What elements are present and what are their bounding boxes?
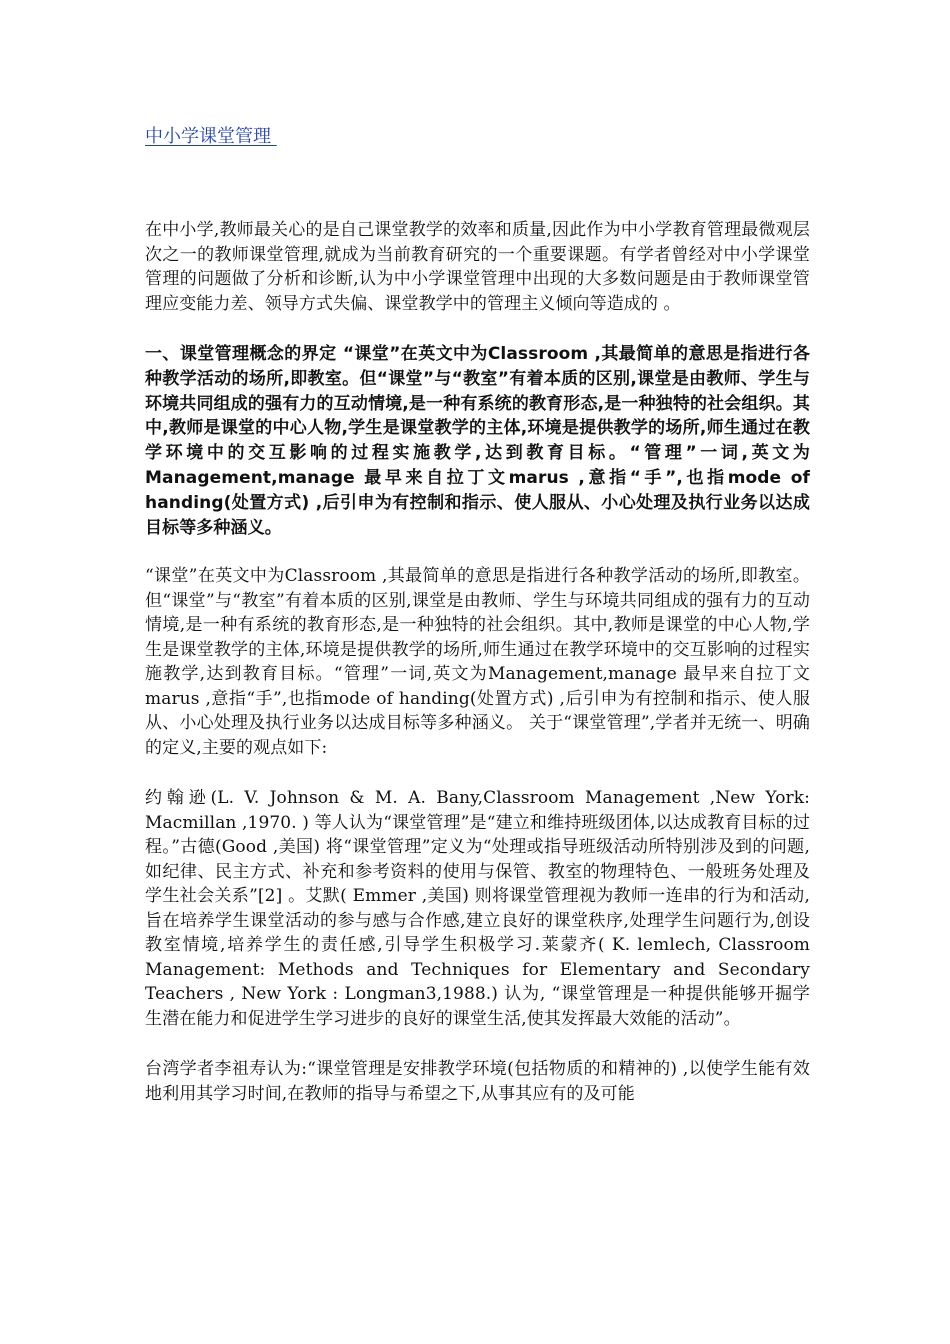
intro-paragraph: 在中小学,教师最关心的是自己课堂教学的效率和质量,因此作为中小学教育管理最微观层次之一的教师课堂管理,就成为当前教育研究的一个重要课题。有学者曾经对中小学课堂管理的问题做了分析和诊断,认为中小学课堂管理中出现的大多数问题是由于教师课堂管理应变能力差、领导方式失偏、课堂教学中的管理主义倾向等造成的 。 <box>145 220 810 314</box>
section-heading-paragraph: 一、课堂管理概念的界定 “课堂”在英文中为Classroom ,其最简单的意思是指进行各种教学活动的场所,即教室。但“课堂”与“教室”有着本质的区别,课堂是由教师、学生与环境共同组成的强有力的互动情境,是一种有系统的教育形态,是一种独特的社会组织。其中,教师是课堂的中心人物,学生是课堂教学的主体,环境是提供教学的场所,师生通过在教学环境中的交互影响的过程实施教学,达到教育目标。“管理”一词,英文为Management,manage 最早来自拉丁文marus ,意指“手”,也指mode of handing(处置方式) ,后引申为有控制和指示、使人服从、小心处理及执行业务以达成目标等多种涵义。 <box>145 344 810 538</box>
classroom-definition-paragraph: “课堂”在英文中为Classroom ,其最简单的意思是指进行各种教学活动的场所,即教室。但“课堂”与“教室”有着本质的区别,课堂是由教师、学生与环境共同组成的强有力的互动情境,是一种有系统的教育形态,是一种独特的社会组织。其中,教师是课堂的中心人物,学生是课堂教学的主体,环境是提供教学的场所,师生通过在教学环境中的交互影响的过程实施教学,达到教育目标。“管理”一词,英文为Management,manage 最早来自拉丁文marus ,意指“手”,也指mode of handing(处置方式) ,后引申为有控制和指示、使人服从、小心处理及执行业务以达成目标等多种涵义。 关于“课堂管理”,学者并无统一、明确的定义,主要的观点如下: <box>145 566 810 758</box>
taiwan-scholar-paragraph: 台湾学者李祖寿认为:“课堂管理是安排教学环境(包括物质的和精神的) ,以使学生能有效地利用其学习时间,在教师的指导与希望之下,从事其应有的及可能 <box>145 1059 810 1104</box>
document-body <box>145 218 810 1132</box>
document-title-link[interactable]: 中小学课堂管理 <box>145 126 277 147</box>
scholar-views-paragraph: 约翰逊(L. V. Johnson & M. A. Bany,Classroom Management ,New York: Macmillan ,1970. ) 等人认为“课堂管理”是“建立和维持班级团体,以达成教育目标的过程。”古德(Good ,美国) 将“课堂管理”定义为“处理或指导班级活动所特别涉及到的问题,如纪律、民主方式、补充和参考资料的使用与保管、教室的物理特色、一般班务处理及学生社会关系”[2] 。艾默( Emmer ,美国) 则将课堂管理视为教师一连串的行为和活动,旨在培养学生课堂活动的参与感与合作感,建立良好的课堂秩序,处理学生问题行为,创设教室情境,培养学生的责任感,引导学生积极学习.莱蒙齐( K. lemlech, Classroom Management: Methods and Techniques for Elementary and Secondary Teachers , New York : Longman3,1988.) 认为, “课堂管理是一种提供能够开掘学生潜在能力和促进学生学习进步的良好的课堂生活,使其发挥最大效能的活动”。 <box>145 788 810 1029</box>
